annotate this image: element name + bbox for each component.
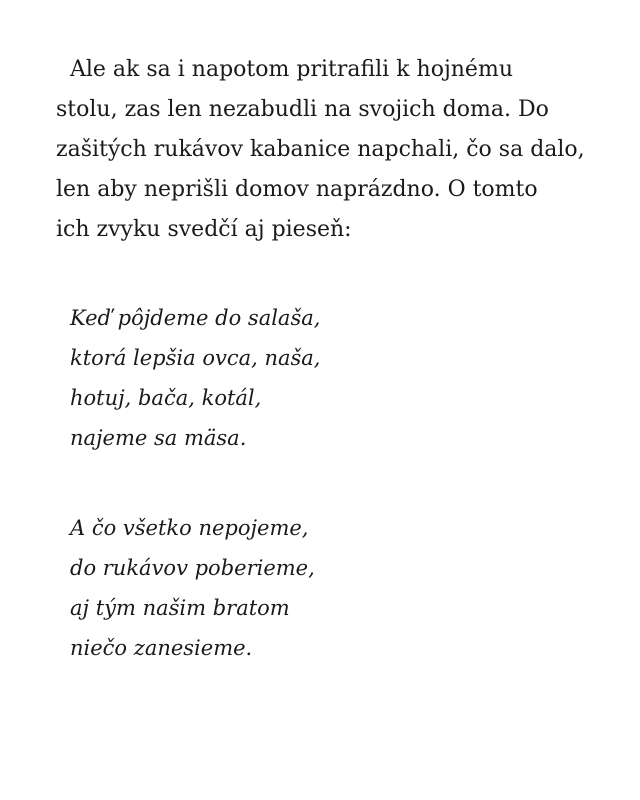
paragraph-line: len aby neprišli domov naprázdno. O tomto <box>56 177 538 202</box>
verse-line: najeme sa mäsa. <box>70 426 247 450</box>
verse-line: A čo všetko nepojeme, <box>70 516 309 540</box>
poem-stanza-1 <box>70 298 550 458</box>
verse-line: niečo zanesieme. <box>70 636 253 660</box>
paragraph-line: zašitých rukávov kabanice napchali, čo sa dalo, <box>56 137 585 162</box>
verse-line: ktorá lepšia ovca, naša, <box>70 346 321 370</box>
paragraph-line: ich zvyku svedčí aj pieseň: <box>56 217 352 242</box>
poem-stanza-2 <box>70 508 550 668</box>
verse-line: do rukávov poberieme, <box>70 556 315 580</box>
paragraph-line: stolu, zas len nezabudli na svojich doma. Do <box>56 97 549 122</box>
verse-line: aj tým našim bratom <box>70 596 290 620</box>
prose-paragraph <box>56 50 596 250</box>
verse-line: hotuj, bača, kotál, <box>70 386 262 410</box>
verse-line: Keď pôjdeme do salaša, <box>70 306 321 330</box>
paragraph-line: Ale ak sa i napotom pritrafili k hojnému <box>70 57 513 82</box>
